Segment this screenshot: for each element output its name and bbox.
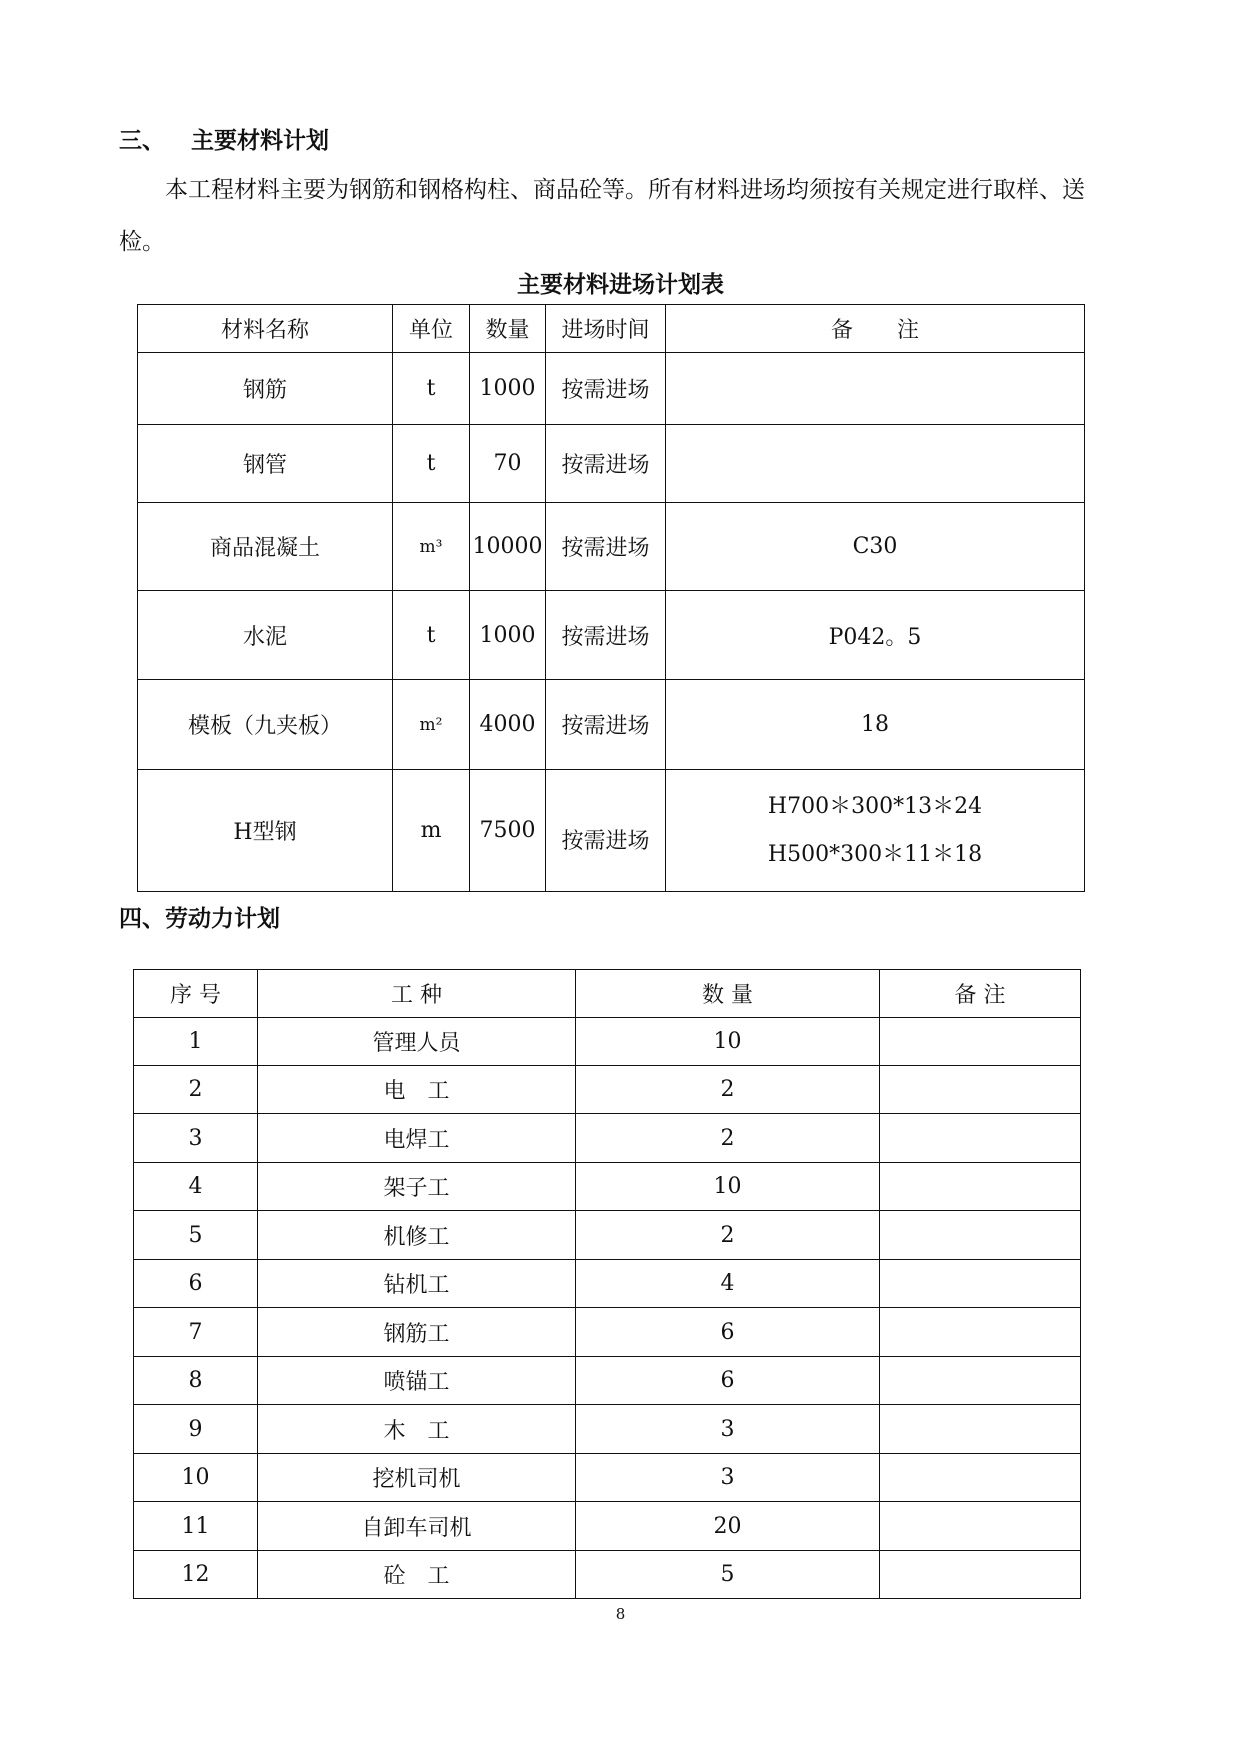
- table-row: [134, 1551, 1081, 1599]
- table-row: [134, 1308, 1081, 1357]
- labor-note: [880, 1308, 1081, 1357]
- material-qty: 10000: [470, 503, 546, 591]
- material-qty: 4000: [470, 680, 546, 770]
- labor-no: 6: [134, 1260, 258, 1308]
- labor-qty: 6: [576, 1357, 880, 1405]
- labor-trade: 管理人员: [258, 1018, 576, 1066]
- labor-no: 10: [134, 1454, 258, 1502]
- labor-note: [880, 1018, 1081, 1066]
- material-time: 按需进场: [546, 353, 666, 425]
- material-name: 水泥: [138, 591, 393, 680]
- table-row: [134, 1211, 1081, 1260]
- labor-trade: 电焊工: [258, 1114, 576, 1163]
- materials-header-row: [138, 305, 1085, 353]
- material-note: P042。5: [666, 591, 1085, 680]
- labor-note: [880, 1357, 1081, 1405]
- material-note: [666, 353, 1085, 425]
- labor-trade: 喷锚工: [258, 1357, 576, 1405]
- table-row: [134, 1502, 1081, 1551]
- material-note: [666, 425, 1085, 503]
- material-name: 模板（九夹板）: [138, 680, 393, 770]
- labor-trade: 砼 工: [258, 1551, 576, 1599]
- table-row: [134, 1357, 1081, 1405]
- header-remarks: 备 注: [666, 305, 1085, 353]
- material-name: 钢筋: [138, 353, 393, 425]
- table-row: [138, 503, 1085, 591]
- header-arrival-time: 进场时间: [546, 305, 666, 353]
- material-qty: 1000: [470, 353, 546, 425]
- material-time: 按需进场: [546, 591, 666, 680]
- labor-note: [880, 1454, 1081, 1502]
- material-qty: 1000: [470, 591, 546, 680]
- materials-table: [137, 304, 1085, 892]
- labor-qty: 5: [576, 1551, 880, 1599]
- labor-qty: 6: [576, 1308, 880, 1357]
- material-note: [666, 770, 1085, 892]
- labor-note: [880, 1211, 1081, 1260]
- labor-qty: 3: [576, 1405, 880, 1454]
- section-3-number: 三、: [119, 128, 165, 154]
- table-row: [138, 425, 1085, 503]
- material-name: H型钢: [138, 770, 393, 892]
- section-4-heading: 四、劳动力计划: [119, 906, 280, 932]
- labor-no: 9: [134, 1405, 258, 1454]
- material-time: 按需进场: [546, 770, 666, 892]
- table-row: [138, 770, 1085, 892]
- labor-note: [880, 1114, 1081, 1163]
- labor-note: [880, 1405, 1081, 1454]
- material-name: 商品混凝土: [138, 503, 393, 591]
- material-time: 按需进场: [546, 680, 666, 770]
- labor-qty: 2: [576, 1066, 880, 1114]
- page-number: 8: [615, 1605, 626, 1623]
- material-unit: t: [393, 353, 470, 425]
- material-unit: t: [393, 425, 470, 503]
- labor-trade: 挖机司机: [258, 1454, 576, 1502]
- section-3-heading: [119, 122, 329, 155]
- table-row: [134, 1066, 1081, 1114]
- labor-note: [880, 1066, 1081, 1114]
- labor-table: [133, 969, 1081, 1599]
- labor-note: [880, 1502, 1081, 1551]
- header-unit: 单位: [393, 305, 470, 353]
- labor-note: [880, 1163, 1081, 1211]
- labor-trade: 电 工: [258, 1066, 576, 1114]
- table-row: [134, 1454, 1081, 1502]
- section-3-paragraph: 本工程材料主要为钢筋和钢格构柱、商品砼等。所有材料进场均须按有关规定进行取样、送检。: [119, 177, 1085, 255]
- table-row: [138, 680, 1085, 770]
- labor-qty: 3: [576, 1454, 880, 1502]
- labor-qty: 2: [576, 1114, 880, 1163]
- material-unit: m: [393, 770, 470, 892]
- section-3-title: 主要材料计划: [191, 128, 329, 154]
- labor-no: 8: [134, 1357, 258, 1405]
- material-qty: 70: [470, 425, 546, 503]
- labor-qty: 20: [576, 1502, 880, 1551]
- material-qty: 7500: [470, 770, 546, 892]
- labor-no: 12: [134, 1551, 258, 1599]
- header-remarks: 备 注: [880, 970, 1081, 1018]
- labor-qty: 2: [576, 1211, 880, 1260]
- labor-qty: 10: [576, 1163, 880, 1211]
- material-time: 按需进场: [546, 425, 666, 503]
- labor-note: [880, 1551, 1081, 1599]
- table-row: [134, 1405, 1081, 1454]
- labor-note: [880, 1260, 1081, 1308]
- material-note: 18: [666, 680, 1085, 770]
- table-row: [138, 353, 1085, 425]
- header-quantity: 数 量: [576, 970, 880, 1018]
- table-row: [134, 1018, 1081, 1066]
- material-unit: m²: [393, 680, 470, 770]
- table-row: [138, 591, 1085, 680]
- header-serial-no: 序 号: [134, 970, 258, 1018]
- labor-no: 2: [134, 1066, 258, 1114]
- material-time: 按需进场: [546, 503, 666, 591]
- material-note: C30: [666, 503, 1085, 591]
- header-material-name: 材料名称: [138, 305, 393, 353]
- table-row: [134, 1163, 1081, 1211]
- labor-trade: 架子工: [258, 1163, 576, 1211]
- labor-trade: 木 工: [258, 1405, 576, 1454]
- material-unit: m³: [393, 503, 470, 591]
- material-name: 钢管: [138, 425, 393, 503]
- labor-no: 4: [134, 1163, 258, 1211]
- labor-qty: 4: [576, 1260, 880, 1308]
- table-row: [134, 1260, 1081, 1308]
- labor-trade: 机修工: [258, 1211, 576, 1260]
- header-quantity: 数量: [470, 305, 546, 353]
- labor-trade: 自卸车司机: [258, 1502, 576, 1551]
- labor-trade: 钢筋工: [258, 1308, 576, 1357]
- header-trade: 工 种: [258, 970, 576, 1018]
- labor-no: 7: [134, 1308, 258, 1357]
- labor-no: 3: [134, 1114, 258, 1163]
- note-line: H700＊300*13＊24: [767, 793, 983, 819]
- labor-no: 5: [134, 1211, 258, 1260]
- labor-no: 11: [134, 1502, 258, 1551]
- labor-no: 1: [134, 1018, 258, 1066]
- labor-header-row: [134, 970, 1081, 1018]
- labor-qty: 10: [576, 1018, 880, 1066]
- table-row: [134, 1114, 1081, 1163]
- note-line: H500*300＊11＊18: [767, 841, 983, 867]
- material-unit: t: [393, 591, 470, 680]
- materials-table-caption: 主要材料进场计划表: [517, 272, 724, 298]
- labor-trade: 钻机工: [258, 1260, 576, 1308]
